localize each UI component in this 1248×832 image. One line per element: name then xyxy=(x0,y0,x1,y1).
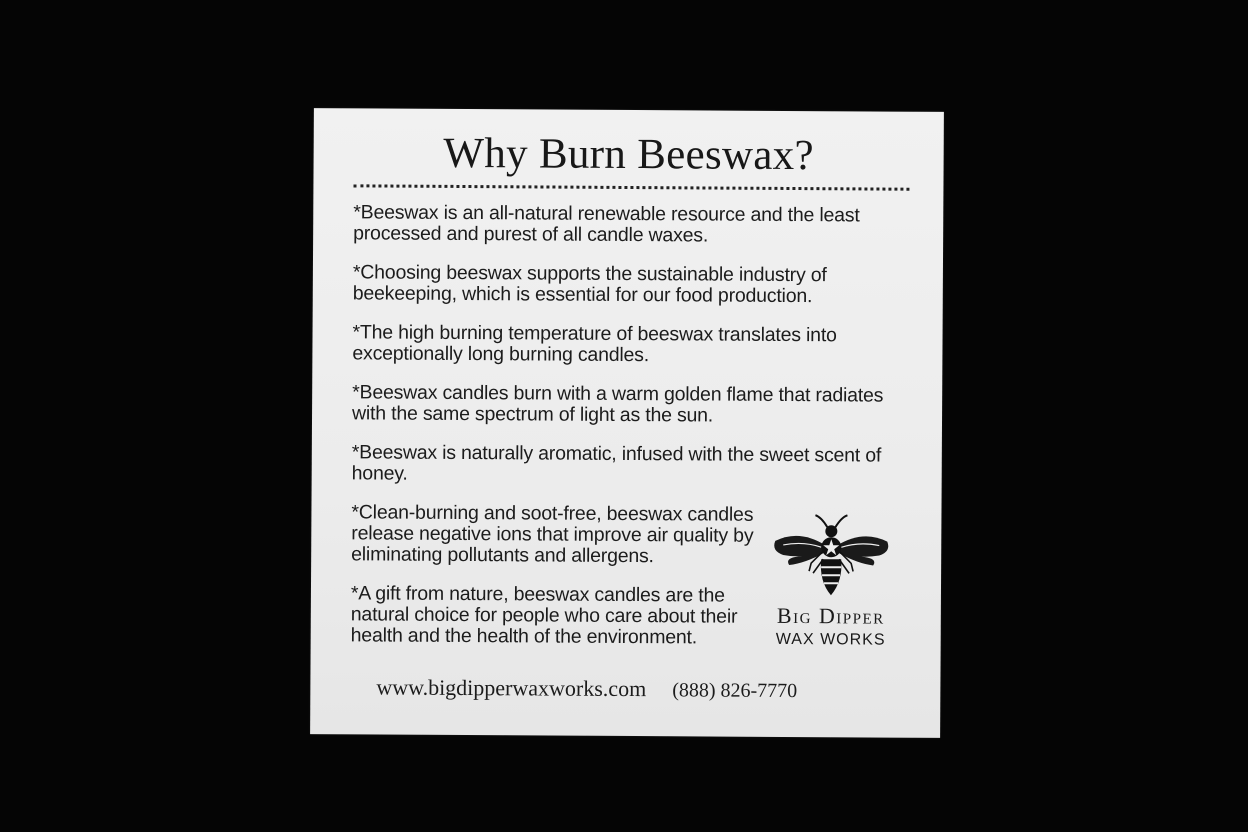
info-card xyxy=(310,108,944,738)
brand-name-line2: WAX WORKS xyxy=(775,630,886,649)
bullet-long-burning: *The high burning temperature of beeswax translates into exceptionally long burning candles. xyxy=(352,321,837,367)
bullet-renewable: *Beeswax is an all-natural renewable resource and the least processed and purest of all candle waxes. xyxy=(353,201,860,247)
phone-number: (888) 826-7770 xyxy=(672,679,798,703)
bullet-clean-burning: *Clean-burning and soot-free, beeswax candles release negative ions that improve air quality by eliminating pollutants and allergens. xyxy=(351,501,754,568)
brand-logo xyxy=(751,511,912,650)
card-footer xyxy=(376,674,797,703)
bullet-aromatic: *Beeswax is naturally aromatic, infused with the sweet scent of honey. xyxy=(351,441,882,485)
bullet-beekeeping: *Choosing beeswax supports the sustainable industry of beekeeping, which is essential for our food production. xyxy=(352,261,827,308)
bullet-gift: *A gift from nature, beeswax candles are the natural choice for people who care about their health and the health of the environment. xyxy=(350,582,738,649)
bee-icon xyxy=(769,511,894,600)
bullet-golden-flame: *Beeswax candles burn with a warm golden flame that radiates with the same spectrum of light as the sun. xyxy=(351,381,884,427)
card-title: Why Burn Beeswax? xyxy=(443,129,815,180)
dotted-divider xyxy=(353,184,909,190)
brand-name-line1: Big Dipper xyxy=(776,602,885,629)
website-url: www.bigdipperwaxworks.com xyxy=(376,674,647,702)
